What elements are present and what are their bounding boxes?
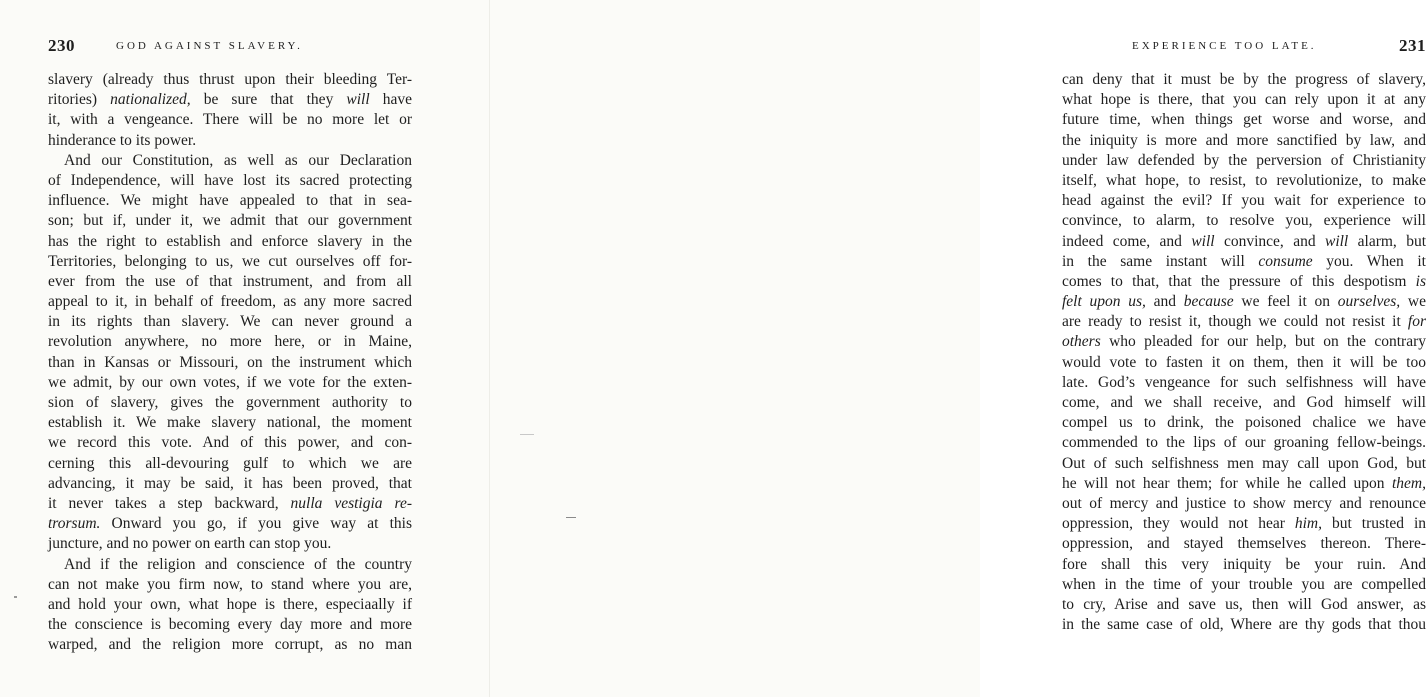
text-line (48, 110, 412, 130)
italic-text: trorsum. (48, 515, 101, 533)
text-line (48, 151, 412, 171)
text-line (1062, 413, 1426, 433)
text-segment: cerning this all-devouring gulf to which we are (48, 454, 412, 472)
text-line (48, 131, 412, 151)
text-segment: has the right to establish and enforce slavery in the (48, 232, 412, 250)
italic-text: will (1191, 232, 1215, 250)
text-segment: come, and we shall receive, and God himself will (1062, 394, 1426, 411)
text-line (48, 454, 412, 474)
text-segment: of Independence, will have lost its sacred protecting (48, 171, 412, 189)
text-segment: slavery (already thus thrust upon their bleeding Ter- (48, 71, 412, 88)
text-segment: are ready to resist it, though we could not resist it (1062, 313, 1408, 331)
italic-text: felt upon us, (1062, 293, 1146, 311)
text-segment: oppression, they would not hear (1062, 515, 1295, 533)
text-line (48, 433, 412, 453)
left-body-text (48, 70, 412, 655)
text-segment: and hold your own, what hope is there, especiaally if (48, 595, 412, 613)
text-line (1062, 110, 1426, 130)
text-segment: future time, when things get worse and worse, and (1062, 111, 1426, 129)
text-segment: the iniquity is more and more sanctified by law, and (1062, 131, 1426, 149)
italic-text: because (1183, 293, 1234, 311)
text-segment: to cry, Arise and save us, then will God answer, as (1062, 595, 1426, 613)
right-page (490, 0, 1426, 697)
text-segment: and (1145, 293, 1184, 311)
text-segment: itself, what hope, to resist, to revolutionize, to make (1062, 171, 1426, 189)
text-line (1062, 534, 1426, 554)
text-segment: than in Kansas or Missouri, on the instrument which (48, 353, 412, 371)
text-segment: revolution anywhere, no more here, or in Maine, (48, 333, 412, 351)
text-segment: Out of such selfishness men may call upon God, but (1062, 454, 1426, 472)
text-line (1062, 70, 1426, 90)
text-segment: sion of slavery, gives the government authority to (48, 394, 412, 411)
text-segment: it never takes a step backward, (48, 494, 291, 512)
text-segment: we record this vote. And of this power, and con- (48, 434, 412, 452)
text-line (1062, 232, 1426, 252)
text-segment: juncture, and no power on earth can stop you. (48, 535, 332, 553)
text-line (48, 90, 412, 110)
text-segment: who pleaded for our help, but on the contrary (1100, 333, 1426, 351)
text-segment: can not make you firm now, to stand where you are, (48, 575, 412, 593)
italic-text: is (1415, 272, 1426, 290)
italic-text: for (1407, 313, 1426, 331)
scan-speck (14, 596, 17, 598)
text-line (48, 272, 412, 292)
text-line (48, 312, 412, 332)
text-line (1062, 90, 1426, 110)
text-line (1062, 292, 1426, 312)
text-segment: we feel it on (1233, 293, 1338, 311)
right-page-number: 231 (1399, 36, 1426, 55)
text-line (1062, 595, 1426, 615)
text-segment: commended to the lips of our groaning fellow-beings. (1062, 434, 1426, 452)
left-page-header (48, 36, 468, 58)
text-segment: Territories, belonging to us, we cut ourselves off for- (48, 252, 412, 270)
text-line (1062, 575, 1426, 595)
text-segment: influence. We might have appealed to that in sea- (48, 192, 412, 210)
left-running-head: GOD AGAINST SLAVERY. (116, 40, 303, 52)
text-line (48, 413, 412, 433)
text-segment: but trusted in (1322, 515, 1426, 533)
italic-text: them, (1391, 474, 1426, 492)
text-line (1062, 332, 1426, 352)
text-line (48, 332, 412, 352)
text-line (48, 211, 412, 231)
text-line (48, 474, 412, 494)
text-segment: head against the evil? If you wait for experience to (1062, 192, 1426, 210)
text-segment: it, with a vengeance. There will be no more let or (48, 111, 412, 129)
italic-text: ourselves, (1337, 293, 1401, 311)
text-segment: be sure that they (190, 91, 347, 109)
text-line (1062, 171, 1426, 191)
text-segment: we (1400, 293, 1426, 311)
text-segment: appeal to it, in behalf of freedom, as any more sacred (48, 293, 412, 311)
text-line (48, 70, 412, 90)
text-segment: he will not hear them; for while he called upon (1062, 474, 1392, 492)
left-page (0, 0, 490, 697)
text-segment: comes to that, that the pressure of this despotism (1062, 272, 1416, 290)
text-line (1062, 555, 1426, 575)
text-segment: advancing, it may be said, it has been proved, that (48, 474, 412, 492)
italic-text: him, (1294, 515, 1322, 533)
text-line (1062, 131, 1426, 151)
text-line (48, 292, 412, 312)
text-line (1062, 474, 1426, 494)
scan-dash (520, 434, 534, 435)
text-line (48, 575, 412, 595)
text-segment: convince, to alarm, to resolve you, experience will (1062, 212, 1426, 230)
italic-text: consume (1258, 252, 1313, 270)
text-line (48, 191, 412, 211)
text-segment: the conscience is becoming every day more and more (48, 616, 412, 634)
text-segment: late. God’s vengeance for such selfishness will have (1062, 373, 1426, 391)
text-line (1062, 514, 1426, 534)
text-segment: ever from the use of that instrument, and from all (48, 272, 412, 290)
text-line (48, 373, 412, 393)
text-line (1062, 191, 1426, 211)
text-line (48, 534, 412, 554)
text-line (48, 635, 412, 655)
text-line (1062, 494, 1426, 514)
text-line (48, 252, 412, 272)
text-line (1062, 252, 1426, 272)
text-line (1062, 615, 1426, 635)
text-line (48, 494, 412, 514)
text-line (48, 615, 412, 635)
text-segment: out of mercy and justice to show mercy and renounce (1062, 494, 1426, 512)
text-segment: And our Constitution, as well as our Declaration (64, 151, 412, 169)
text-line (1062, 373, 1426, 393)
italic-text: others (1062, 333, 1101, 351)
text-segment: we admit, by our own votes, if we vote for the exten- (48, 373, 412, 391)
text-segment: under law defended by the perversion of Christianity (1062, 151, 1426, 169)
text-segment: ritories) (48, 91, 111, 109)
text-segment: in the same instant will (1062, 252, 1259, 270)
text-segment: in the same case of old, Where are thy gods that thou (1062, 616, 1426, 634)
text-segment: warped, and the religion more corrupt, as no man (48, 636, 412, 654)
text-line (48, 514, 412, 534)
text-line (1062, 211, 1426, 231)
italic-text: nulla vestigia re- (290, 494, 412, 512)
text-segment: compel us to drink, the poisoned chalice we have (1062, 414, 1426, 432)
text-line (48, 171, 412, 191)
text-line (1062, 433, 1426, 453)
right-body-text (1062, 70, 1426, 635)
text-segment: establish it. We make slavery national, the moment (48, 414, 412, 432)
right-running-head: EXPERIENCE TOO LATE. (1132, 40, 1317, 52)
text-segment: when in the time of your trouble you are compelled (1062, 575, 1426, 593)
text-line (1062, 393, 1426, 413)
scan-dash (566, 517, 576, 518)
text-segment: in its rights than slavery. We can never ground a (48, 313, 412, 331)
text-line (48, 232, 412, 252)
text-segment: oppression, and stayed themselves thereon. There- (1062, 535, 1426, 553)
italic-text: will (346, 91, 370, 109)
text-line (1062, 454, 1426, 474)
text-line (1062, 272, 1426, 292)
right-page-header (1060, 36, 1426, 58)
text-segment: would vote to fasten it on them, then it will be too (1062, 353, 1426, 371)
text-segment: hinderance to its power. (48, 131, 197, 149)
italic-text: will (1324, 232, 1349, 250)
text-line (48, 393, 412, 413)
left-page-number: 230 (48, 36, 75, 55)
text-line (1062, 151, 1426, 171)
text-segment: son; but if, under it, we admit that our government (48, 212, 412, 230)
text-line (1062, 312, 1426, 332)
text-line (1062, 353, 1426, 373)
text-segment: convince, and (1214, 232, 1325, 250)
text-segment: indeed come, and (1062, 232, 1192, 250)
text-line (48, 353, 412, 373)
text-segment: you. When it (1312, 252, 1426, 270)
text-segment: can deny that it must be by the progress of slavery, (1062, 71, 1426, 88)
italic-text: nationalized, (110, 91, 191, 109)
text-segment: what hope is there, that you can rely upon it at any (1062, 91, 1426, 109)
text-segment: And if the religion and conscience of the country (64, 555, 412, 573)
text-segment: fore shall this very iniquity be your ruin. And (1062, 555, 1426, 573)
text-line (48, 555, 412, 575)
text-segment: have (369, 91, 412, 109)
text-line (48, 595, 412, 615)
text-segment: alarm, but (1348, 232, 1426, 250)
text-segment: Onward you go, if you give way at this (100, 515, 412, 533)
